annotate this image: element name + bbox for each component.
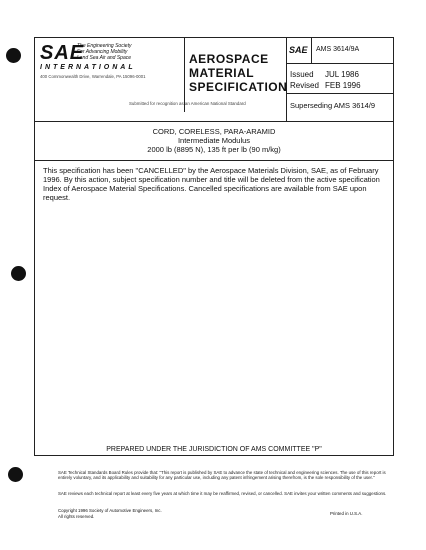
header-divider-right: [286, 37, 287, 121]
page-frame: [34, 37, 394, 456]
revised-label: Revised: [290, 81, 319, 90]
footer-note-2: SAE reviews each technical report at least every five years at which time it may be reaffirmed, revised, or cancelled. SAE invites your written comments and suggestions.: [58, 491, 387, 496]
issued-date: JUL 1986: [325, 70, 359, 79]
doc-number-rule: [286, 63, 393, 64]
footer-rights: All rights reserved.: [58, 514, 95, 519]
title-line2: Intermediate Modulus: [177, 136, 251, 145]
cancellation-paragraph: This specification has been "CANCELLED" by the Aerospace Materials Division, SAE, as of February 1996. By this action, subject specification number and title will be deleted from the active specification Index of Aerospace Material Specifications. Cancelled specifications are available from SAE upon request.: [43, 166, 380, 202]
revised-date: FEB 1996: [325, 81, 361, 90]
binder-hole-top: [6, 48, 21, 63]
doc-type-line3: SPECIFICATION: [189, 80, 288, 94]
org-tagline: The Engineering Society For Advancing Mobility Land Sea Air and Space: [77, 43, 132, 61]
doc-number-divider: [311, 37, 312, 63]
org-address: 400 Commonwealth Drive, Warrendale, PA 15096-0001: [40, 74, 146, 79]
sae-logo: SAE: [40, 42, 85, 64]
superseding: Superseding AMS 3614/9: [290, 101, 376, 110]
footer-copyright: Copyright 1996 Society of Automotive Engineers, Inc.: [58, 508, 162, 513]
committee-line: PREPARED UNDER THE JURISDICTION OF AMS COMMITTEE "P": [106, 446, 322, 453]
header-bottom-rule: [35, 121, 393, 122]
footer-printed: Printed in U.S.A.: [330, 511, 363, 516]
submitted-note: Submitted for recognition as an American National Standard: [129, 101, 246, 106]
binder-hole-bottom: [8, 467, 23, 482]
doc-type-line2: MATERIAL: [189, 66, 255, 80]
doc-number: AMS 3614/9A: [316, 46, 360, 53]
revised-rule: [286, 93, 393, 94]
title-line1: CORD, CORELESS, PARA-ARAMID: [152, 127, 276, 136]
doc-type-line1: AEROSPACE: [189, 52, 269, 66]
org-international: INTERNATIONAL: [40, 64, 136, 71]
title-line3: 2000 lb (8895 N), 135 ft per lb (90 m/kg): [147, 145, 281, 154]
box-sae-logo: SAE: [289, 45, 308, 55]
footer-note-1: SAE Technical Standards Board Rules provide that: "This report is published by SAE to advance the state of technical and engineering sciences. The use of this report is entirely voluntary, and its applicability and suitability for any particular use, including any patent infringement arising therefrom, is the sole responsibility of the user.": [58, 470, 386, 481]
binder-hole-middle: [11, 266, 26, 281]
title-bottom-rule: [35, 160, 393, 161]
issued-label: Issued: [290, 70, 314, 79]
